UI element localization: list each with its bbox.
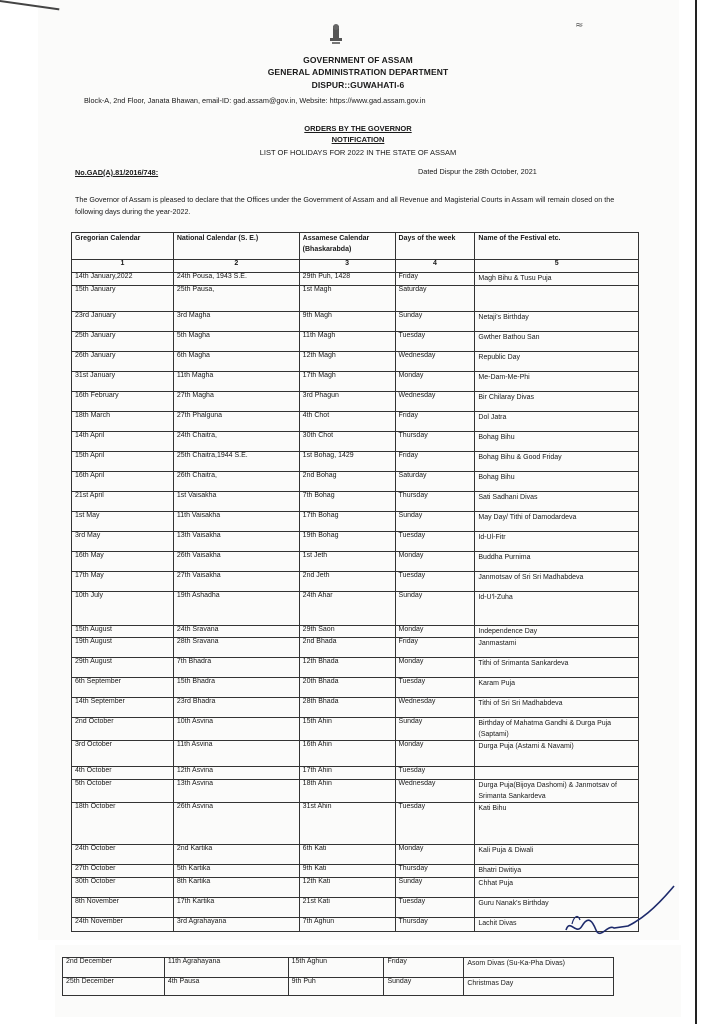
assamese-date: 9th Magh [299, 312, 395, 332]
festival-name: Bohag Bihu & Good Friday [475, 452, 639, 472]
assamese-date: 9th Puh [288, 978, 384, 996]
table-row [72, 492, 639, 512]
table-row [72, 592, 639, 626]
gregorian-date: 17th May [72, 572, 174, 592]
assamese-date: 6th Kati [299, 845, 395, 865]
gregorian-date: 29th August [72, 658, 174, 678]
assamese-date: 17th Bohag [299, 512, 395, 532]
table-row [72, 392, 639, 412]
gregorian-date: 24th October [72, 845, 174, 865]
national-date: 2nd Kartika [173, 845, 299, 865]
national-date: 8th Kartika [173, 878, 299, 898]
festival-name: Magh Bihu & Tusu Puja [475, 273, 639, 286]
national-date: 28th Sravana [173, 638, 299, 658]
col-number-4: 4 [395, 260, 475, 273]
list-title: LIST OF HOLIDAYS FOR 2022 IN THE STATE OF ASSAM [259, 148, 457, 157]
gregorian-date: 24th November [72, 918, 174, 932]
gregorian-date: 3rd May [72, 532, 174, 552]
weekday: Tuesday [395, 803, 475, 845]
table-row [72, 718, 639, 741]
gregorian-date: 2nd December [63, 958, 165, 978]
national-date: 23rd Bhadra [173, 698, 299, 718]
weekday: Tuesday [395, 572, 475, 592]
weekday: Monday [395, 626, 475, 638]
assamese-date: 28th Bhada [299, 698, 395, 718]
weekday: Friday [395, 412, 475, 432]
assamese-date: 2nd Jeth [299, 572, 395, 592]
table-row [72, 626, 639, 638]
assamese-date: 1st Magh [299, 286, 395, 312]
festival-name: Janmotsav of Sri Sri Madhabdeva [475, 572, 639, 592]
header-national: National Calendar (S. E.) [173, 233, 299, 260]
weekday: Sunday [395, 878, 475, 898]
table-row [63, 958, 614, 978]
address-line: Block-A, 2nd Floor, Janata Bhawan, email-ID: gad.assam@gov.in, Website: https://www.gad.assam.gov.in [84, 96, 426, 105]
national-date: 15th Bhadra [173, 678, 299, 698]
gregorian-date: 8th November [72, 898, 174, 918]
table-row [72, 286, 639, 312]
reference-number: No.GAD(A).81/2016/748: [75, 168, 159, 177]
national-date: 27th Phalguna [173, 412, 299, 432]
col-number-2: 2 [173, 260, 299, 273]
header-assamese: Assamese Calendar (Bhaskarabda) [299, 233, 395, 260]
gregorian-date: 5th October [72, 780, 174, 803]
table-row [72, 273, 639, 286]
gregorian-date: 10th July [72, 592, 174, 626]
national-date: 26th Chaitra, [173, 472, 299, 492]
festival-name: Karam Puja [475, 678, 639, 698]
weekday: Thursday [395, 918, 475, 932]
gregorian-date: 27th October [72, 865, 174, 878]
national-date: 13th Vaisakha [173, 532, 299, 552]
festival-name: Id-Ul-Fitr [475, 532, 639, 552]
table-row [72, 412, 639, 432]
handwritten-signature [558, 880, 678, 942]
table-row [72, 878, 639, 898]
national-date: 11th Agrahayana [164, 958, 288, 978]
festival-name: Janmastami [475, 638, 639, 658]
national-date: 11th Asvina [173, 741, 299, 767]
gregorian-date: 14th September [72, 698, 174, 718]
festival-name: Bhatri Dwitiya [475, 865, 639, 878]
national-date: 24th Chaitra, [173, 432, 299, 452]
national-date: 25th Pausa, [173, 286, 299, 312]
weekday: Friday [395, 638, 475, 658]
festival-name: Kati Bihu [475, 803, 639, 845]
weekday: Wednesday [395, 392, 475, 412]
assamese-date: 17th Magh [299, 372, 395, 392]
gregorian-date: 25th January [72, 332, 174, 352]
gregorian-date: 30th October [72, 878, 174, 898]
gregorian-date: 18th March [72, 412, 174, 432]
assamese-date: 11th Magh [299, 332, 395, 352]
gregorian-date: 23rd January [72, 312, 174, 332]
gregorian-date: 14th January,2022 [72, 273, 174, 286]
holiday-table [71, 232, 639, 932]
assamese-date: 12th Magh [299, 352, 395, 372]
gregorian-date: 16th April [72, 472, 174, 492]
state-emblem-icon [327, 24, 345, 46]
festival-name: Independence Day [475, 626, 639, 638]
national-date: 4th Pausa [164, 978, 288, 996]
festival-name: Christmas Day [464, 978, 614, 996]
table-row [72, 803, 639, 845]
gregorian-date: 3rd October [72, 741, 174, 767]
weekday: Friday [395, 273, 475, 286]
national-date: 3rd Agrahayana [173, 918, 299, 932]
weekday: Tuesday [395, 767, 475, 780]
assamese-date: 20th Bhada [299, 678, 395, 698]
table-row [72, 845, 639, 865]
table-row [72, 698, 639, 718]
national-date: 19th Ashadha [173, 592, 299, 626]
assamese-date: 29th Puh, 1428 [299, 273, 395, 286]
gregorian-date: 25th December [63, 978, 165, 996]
weekday: Sunday [384, 978, 464, 996]
table-row [72, 741, 639, 767]
table-row [72, 352, 639, 372]
assamese-date: 30th Chot [299, 432, 395, 452]
weekday: Monday [395, 845, 475, 865]
weekday: Monday [395, 372, 475, 392]
weekday: Tuesday [395, 678, 475, 698]
national-date: 11th Magha [173, 372, 299, 392]
weekday: Wednesday [395, 352, 475, 372]
table-row [72, 767, 639, 780]
table-row [72, 780, 639, 803]
table-row [72, 865, 639, 878]
national-date: 5th Kartika [173, 865, 299, 878]
weekday: Thursday [395, 865, 475, 878]
assamese-date: 2nd Bohag [299, 472, 395, 492]
national-date: 5th Magha [173, 332, 299, 352]
margin-annotation: ≈ [575, 20, 584, 31]
weekday: Thursday [395, 492, 475, 512]
gregorian-date: 18th October [72, 803, 174, 845]
festival-name: Bohag Bihu [475, 432, 639, 452]
table-row [72, 552, 639, 572]
col-number-5: 5 [475, 260, 639, 273]
national-date: 17th Kartika [173, 898, 299, 918]
assamese-date: 18th Ahin [299, 780, 395, 803]
assamese-date: 17th Ahin [299, 767, 395, 780]
festival-name: Guru Nanak's Birthday [475, 898, 639, 918]
national-date: 7th Bhadra [173, 658, 299, 678]
assamese-date: 12th Bhada [299, 658, 395, 678]
weekday: Wednesday [395, 698, 475, 718]
weekday: Monday [395, 741, 475, 767]
weekday: Thursday [395, 432, 475, 452]
festival-name: Chhat Puja [475, 878, 639, 898]
weekday: Monday [395, 552, 475, 572]
festival-name: Birthday of Mahatma Gandhi & Durga Puja (Saptami) [475, 718, 639, 741]
festival-name: Id-U'l-Zuha [475, 592, 639, 626]
weekday: Sunday [395, 718, 475, 741]
assamese-date: 9th Kati [299, 865, 395, 878]
assamese-date: 29th Saon [299, 626, 395, 638]
national-date: 10th Asvina [173, 718, 299, 741]
gregorian-date: 6th September [72, 678, 174, 698]
table-row [72, 658, 639, 678]
header-day: Days of the week [395, 233, 475, 260]
assamese-date: 7th Bohag [299, 492, 395, 512]
weekday: Monday [395, 658, 475, 678]
govt-title: GOVERNMENT OF ASSAM [303, 55, 413, 65]
gregorian-date: 2nd October [72, 718, 174, 741]
festival-name: Kali Puja & Diwali [475, 845, 639, 865]
notification-heading: NOTIFICATION [331, 135, 385, 144]
weekday: Friday [384, 958, 464, 978]
assamese-date: 21st Kati [299, 898, 395, 918]
gregorian-date: 19th August [72, 638, 174, 658]
gregorian-date: 1st May [72, 512, 174, 532]
festival-name: Me-Dam-Me-Phi [475, 372, 639, 392]
assamese-date: 2nd Bhada [299, 638, 395, 658]
festival-name: Asom Divas (Su-Ka-Pha Divas) [464, 958, 614, 978]
table-row [72, 472, 639, 492]
table-row [72, 532, 639, 552]
gregorian-date: 21st April [72, 492, 174, 512]
table-row [63, 978, 614, 996]
table-row [72, 898, 639, 918]
national-date: 1st Vaisakha [173, 492, 299, 512]
gregorian-date: 26th January [72, 352, 174, 372]
assamese-date: 1st Jeth [299, 552, 395, 572]
festival-name: Lachit Divas [475, 918, 639, 932]
gregorian-date: 14th April [72, 432, 174, 452]
dated-line: Dated Dispur the 28th October, 2021 [418, 167, 537, 176]
festival-name: Dol Jatra [475, 412, 639, 432]
weekday: Saturday [395, 286, 475, 312]
national-date: 26th Asvina [173, 803, 299, 845]
col-number-3: 3 [299, 260, 395, 273]
festival-name: Sati Sadhani Divas [475, 492, 639, 512]
table-row [72, 312, 639, 332]
header-festival: Name of the Festival etc. [475, 233, 639, 260]
weekday: Tuesday [395, 532, 475, 552]
header-gregorian: Gregorian Calendar [72, 233, 174, 260]
weekday: Sunday [395, 312, 475, 332]
festival-name: Buddha Purnima [475, 552, 639, 572]
gregorian-date: 15th April [72, 452, 174, 472]
festival-name: Bir Chilaray Divas [475, 392, 639, 412]
table-row [72, 332, 639, 352]
festival-name: Tithi of Srimanta Sankardeva [475, 658, 639, 678]
gregorian-date: 15th August [72, 626, 174, 638]
orders-heading: ORDERS BY THE GOVERNOR [304, 124, 412, 133]
assamese-date: 15th Ahin [299, 718, 395, 741]
table-row [72, 918, 639, 932]
festival-name: Tithi of Sri Sri Madhabdeva [475, 698, 639, 718]
gregorian-date: 15th January [72, 286, 174, 312]
national-date: 13th Asvina [173, 780, 299, 803]
gregorian-date: 4th October [72, 767, 174, 780]
weekday: Tuesday [395, 332, 475, 352]
national-date: 24th Sravana [173, 626, 299, 638]
assamese-date: 16th Ahin [299, 741, 395, 767]
assamese-date: 31st Ahin [299, 803, 395, 845]
table-row [72, 572, 639, 592]
national-date: 25th Chaitra,1944 S.E. [173, 452, 299, 472]
holiday-table-continuation [62, 957, 614, 996]
weekday: Saturday [395, 472, 475, 492]
assamese-date: 1st Bohag, 1429 [299, 452, 395, 472]
festival-name [475, 767, 639, 780]
festival-name: Durga Puja (Astami & Navami) [475, 741, 639, 767]
national-date: 24th Pousa, 1943 S.E. [173, 273, 299, 286]
festival-name: Republic Day [475, 352, 639, 372]
festival-name: May Day/ Tithi of Damodardeva [475, 512, 639, 532]
place-title: DISPUR::GUWAHATI-6 [311, 80, 405, 90]
weekday: Friday [395, 452, 475, 472]
table-row [72, 638, 639, 658]
weekday: Sunday [395, 592, 475, 626]
weekday: Sunday [395, 512, 475, 532]
festival-name: Gwther Bathou San [475, 332, 639, 352]
table-row [72, 512, 639, 532]
national-date: 27th Magha [173, 392, 299, 412]
dept-title: GENERAL ADMINISTRATION DEPARTMENT [267, 67, 449, 77]
national-date: 6th Magha [173, 352, 299, 372]
assamese-date: 15th Aghun [288, 958, 384, 978]
weekday: Tuesday [395, 898, 475, 918]
festival-name: Bohag Bihu [475, 472, 639, 492]
assamese-date: 3rd Phagun [299, 392, 395, 412]
national-date: 27th Vaisakha [173, 572, 299, 592]
weekday: Wednesday [395, 780, 475, 803]
national-date: 11th Vaisakha [173, 512, 299, 532]
intro-paragraph: The Governor of Assam is pleased to declare that the Offices under the Government of Assam and all Revenue and Magisterial Courts in Assam will remain closed on the following days during the year-2022. [75, 195, 615, 216]
festival-name [475, 286, 639, 312]
festival-name: Durga Puja(Bijoya Dashomi) & Janmotsav of Srimanta Sankardeva [475, 780, 639, 803]
assamese-date: 24th Ahar [299, 592, 395, 626]
gregorian-date: 16th May [72, 552, 174, 572]
table-row [72, 452, 639, 472]
table-row [72, 678, 639, 698]
assamese-date: 19th Bohag [299, 532, 395, 552]
gregorian-date: 16th February [72, 392, 174, 412]
assamese-date: 4th Chot [299, 412, 395, 432]
table-row [72, 432, 639, 452]
col-number-1: 1 [72, 260, 174, 273]
national-date: 3rd Magha [173, 312, 299, 332]
table-row [72, 372, 639, 392]
gregorian-date: 31st January [72, 372, 174, 392]
festival-name: Netaji's Birthday [475, 312, 639, 332]
assamese-date: 7th Aghun [299, 918, 395, 932]
assamese-date: 12th Kati [299, 878, 395, 898]
national-date: 26th Vaisakha [173, 552, 299, 572]
national-date: 12th Asvina [173, 767, 299, 780]
